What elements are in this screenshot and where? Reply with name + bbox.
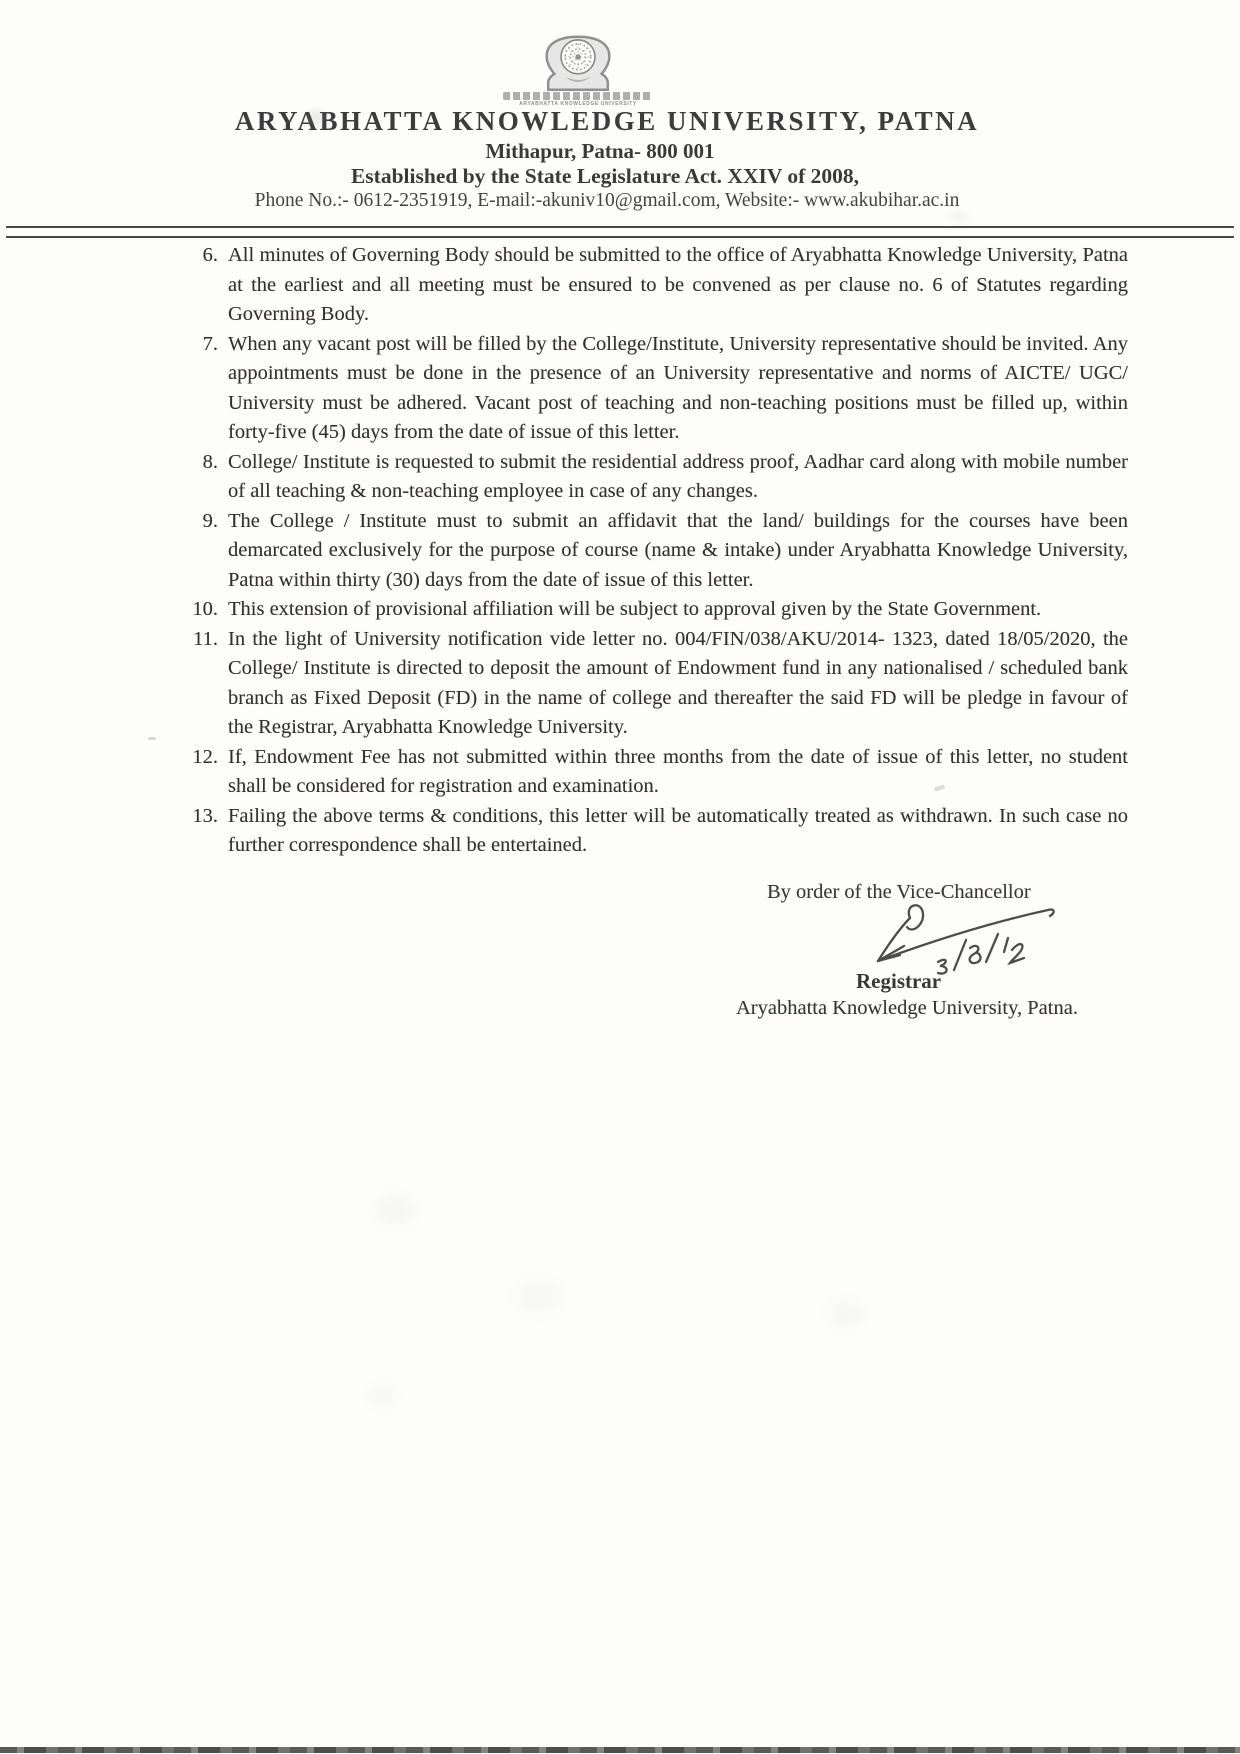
- list-item-text: In the light of University notification vide letter no. 004/FIN/038/AKU/2014- 1323, dated 18/05/2020, the College/ Institute is directed to deposit the amount of Endowment fund in any nationalised / scheduled bank branch as Fixed Deposit (FD) in the name of college and thereafter the said FD will be pledge in favour of the Registrar, Aryabhatta Knowledge University.: [228, 627, 1128, 738]
- list-item-number: 7.: [202, 332, 218, 355]
- list-item-number: 9.: [202, 509, 218, 532]
- university-name-title: ARYABHATTA KNOWLEDGE UNIVERSITY, PATNA: [234, 106, 980, 136]
- list-item-text: When any vacant post will be filled by the College/Institute, University representative should be invited. Any appointments must be done in the presence of an University representative and norms of AICTE/ UGC/ University must be adhered. Vacant post of teaching and non-teaching positions must be filled up, within forty-five (45) days from the date of issue of this letter.: [228, 332, 1128, 443]
- university-emblem-icon: [541, 34, 615, 92]
- contact-line: Phone No.:- 0612-2351919, E-mail:-akuniv10@gmail.com, Website:- www.akubihar.ac.in: [254, 190, 960, 211]
- list-item: [0, 625, 1128, 743]
- list-item: [0, 330, 1128, 448]
- list-item-number: 11.: [193, 627, 218, 650]
- list-item-text: If, Endowment Fee has not submitted within three months from the date of issue of this letter, no student shall be considered for registration and examination.: [228, 745, 1128, 797]
- scan-smudge: [950, 212, 968, 222]
- list-item-number: 12.: [192, 745, 218, 768]
- signatory-title: Registrar: [856, 969, 942, 993]
- list-item: [0, 241, 1128, 330]
- list-item-text: College/ Institute is requested to submit the residential address proof, Aadhar card along with mobile number of all teaching & non-teaching employee in case of any changes.: [228, 450, 1128, 502]
- established-line: Established by the State Legislature Act. XXIV of 2008,: [350, 164, 860, 188]
- scan-smudge: [515, 1280, 561, 1314]
- university-logo: [0, 34, 1198, 92]
- logo-caption-micro: ARYABHATTA KNOWLEDGE UNIVERSITY: [519, 101, 637, 107]
- list-item-text: The College / Institute must to submit an affidavit that the land/ buildings for the courses have been demarcated exclusively for the purpose of course (name & intake) under Aryabhatta Knowledge University, Patna within thirty (30) days from the date of issue of this letter.: [228, 509, 1128, 591]
- scanner-edge-artifact: [0, 1747, 1240, 1753]
- list-item-number: 8.: [202, 450, 218, 473]
- list-item: [0, 448, 1128, 507]
- by-order-line: By order of the Vice-Chancellor: [767, 881, 1031, 903]
- list-item-number: 6.: [202, 244, 218, 266]
- list-item-number: 13.: [192, 804, 218, 827]
- list-item: [0, 802, 1128, 861]
- scan-smudge: [828, 1300, 864, 1326]
- list-item: [0, 507, 1128, 596]
- list-item: [0, 743, 1128, 802]
- signatory-organization: Aryabhatta Knowledge University, Patna.: [736, 997, 1078, 1019]
- list-item: [0, 595, 1128, 625]
- scan-smudge: [375, 1195, 415, 1225]
- list-item-text: All minutes of Governing Body should be submitted to the office of Aryabhatta Knowledge University, Patna at the earliest and all meeting must be ensured to be convened as per clause no. 6 of Statutes regarding Governing Body.: [228, 244, 1128, 325]
- university-address-line: Mithapur, Patna- 800 001: [485, 139, 715, 163]
- scan-smudge: [368, 1385, 398, 1407]
- terms-list: [0, 241, 1128, 861]
- list-item-number: 10.: [192, 598, 218, 620]
- logo-motto-script: [503, 92, 653, 100]
- list-item-text: Failing the above terms & conditions, this letter will be automatically treated as withdrawn. In such case no further correspondence shall be entertained.: [228, 804, 1128, 856]
- header-divider-rule: [6, 226, 1234, 238]
- list-item-text: This extension of provisional affiliation will be subject to approval given by the State Government.: [228, 598, 1042, 620]
